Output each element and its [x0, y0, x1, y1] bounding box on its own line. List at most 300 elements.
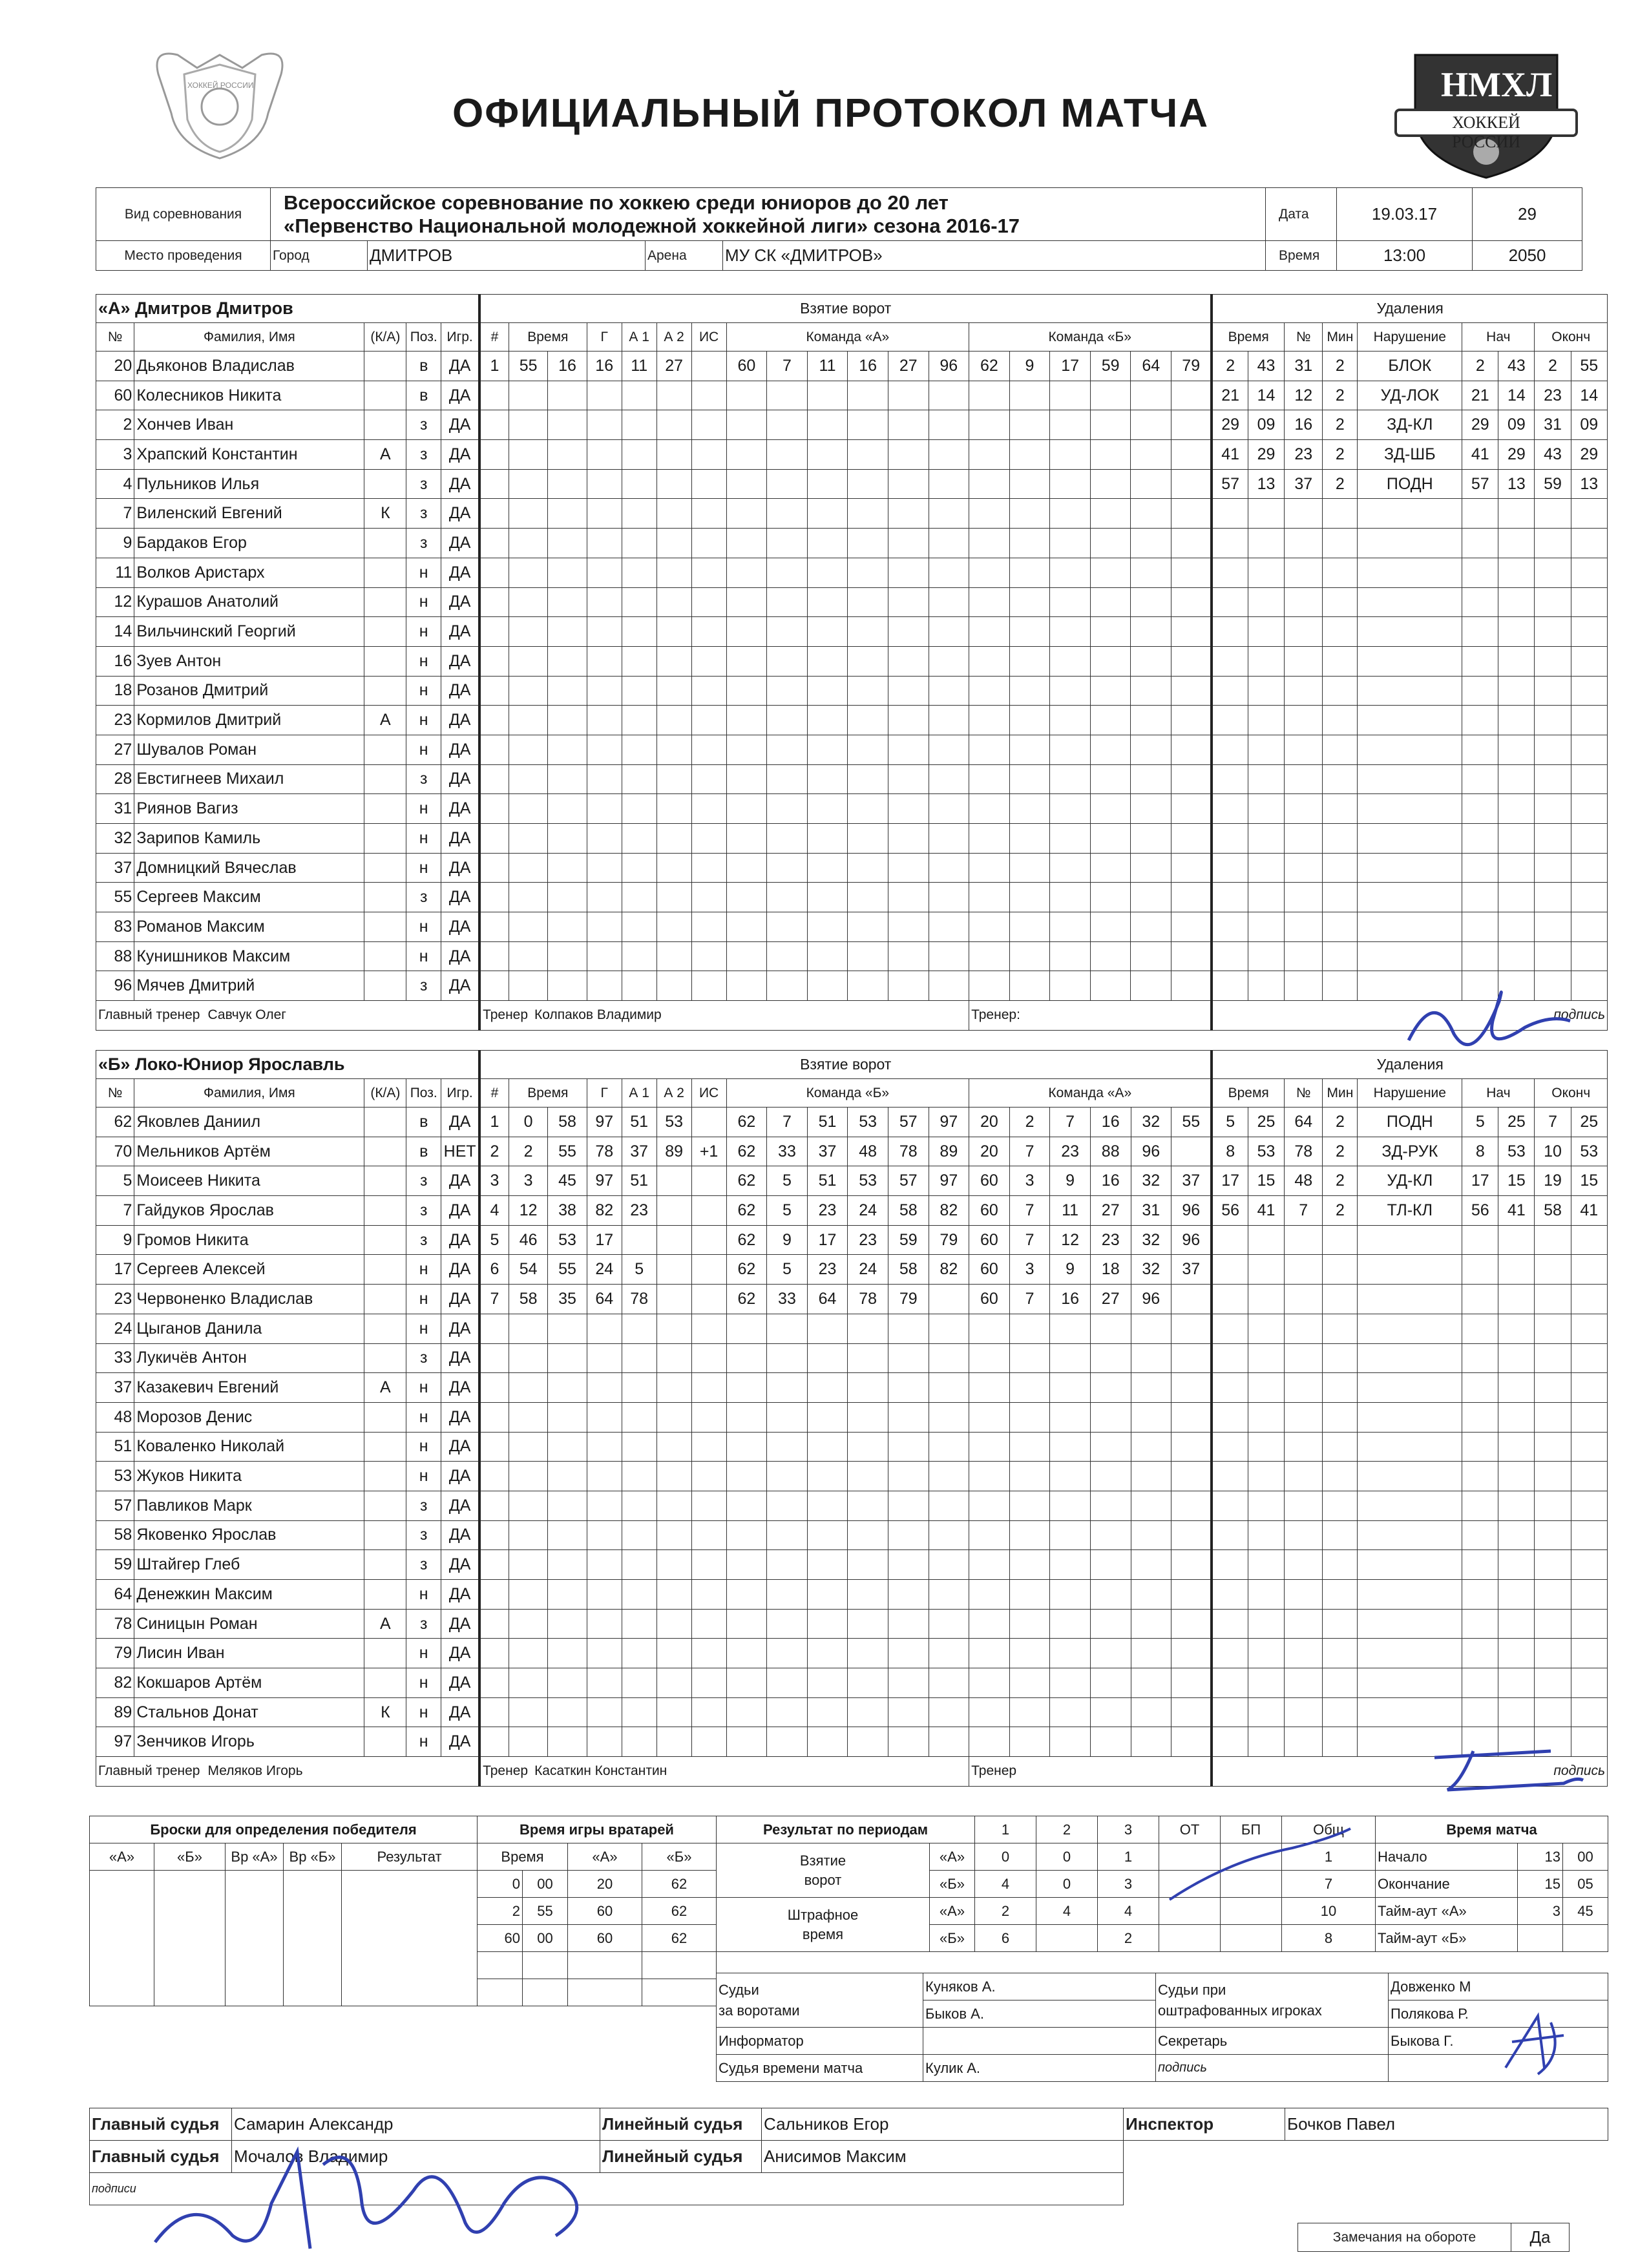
player-captain-mark	[364, 1639, 406, 1668]
goal-cell	[929, 794, 969, 824]
goal-cell	[587, 469, 622, 499]
penalty-cell	[1212, 1580, 1248, 1610]
competition-line1: Всероссийское соревнование по хоккею среди юниоров до 20 лет	[284, 191, 949, 214]
player-position: н	[406, 646, 441, 676]
player-played: ДА	[441, 440, 479, 470]
goal-cell	[1009, 1491, 1050, 1520]
goal-cell	[691, 1491, 726, 1520]
goal-cell	[726, 529, 767, 558]
player-played: ДА	[441, 1550, 479, 1580]
penalty-cell	[1535, 1639, 1571, 1668]
penalty-cell	[1248, 1639, 1284, 1668]
penalty-cell: 8	[1462, 1137, 1498, 1166]
goal-cell	[929, 1491, 969, 1520]
penalty-cell	[1535, 824, 1571, 854]
player-name: Бардаков Егор	[134, 529, 364, 558]
goal-cell	[767, 617, 808, 647]
goal-cell: 59	[888, 1225, 929, 1255]
goal-cell: 97	[587, 1108, 622, 1137]
arena-label: Арена	[646, 241, 723, 271]
city-label: Город	[271, 241, 368, 271]
goal-cell	[656, 1285, 691, 1314]
goal-cell	[1090, 1727, 1131, 1757]
emblem-caption: ХОККЕЙ РОССИИ	[187, 81, 254, 90]
player-row	[96, 971, 1608, 1001]
penalty-cell	[1571, 1255, 1607, 1285]
player-row	[96, 499, 1608, 529]
goal-cell	[691, 1727, 726, 1757]
goalie-col-team-b: «Б»	[642, 1843, 717, 1871]
goal-cell	[767, 883, 808, 912]
player-row	[96, 853, 1608, 883]
goal-cell	[726, 1520, 767, 1550]
goal-cell	[848, 381, 888, 410]
col-number: №	[96, 323, 134, 352]
player-captain-mark	[364, 941, 406, 971]
goal-cell	[848, 440, 888, 470]
goal-cell	[1009, 1580, 1050, 1610]
coach-cell	[479, 1001, 969, 1031]
penalty-cell	[1212, 912, 1248, 942]
goal-cell	[888, 617, 929, 647]
col-assist2: А 2	[656, 323, 691, 352]
player-name: Сергеев Алексей	[134, 1255, 364, 1285]
player-position: н	[406, 1373, 441, 1403]
goal-cell	[969, 1314, 1010, 1343]
goal-cell	[929, 971, 969, 1001]
goal-cell	[656, 410, 691, 440]
player-played: ДА	[441, 381, 479, 410]
goal-cell	[807, 646, 848, 676]
penalty-cell	[1498, 1225, 1535, 1255]
player-number: 12	[96, 587, 134, 617]
goal-cell	[726, 499, 767, 529]
goal-cell	[969, 853, 1010, 883]
team-title: «А» Дмитров Дмитров	[96, 295, 480, 323]
goal-cell	[848, 1432, 888, 1462]
goal-cell	[548, 1491, 587, 1520]
goal-cell	[848, 941, 888, 971]
player-row	[96, 617, 1608, 647]
goal-cell	[509, 1609, 547, 1639]
player-row	[96, 587, 1608, 617]
goal-cell	[1050, 558, 1091, 587]
penalty-cell: 56	[1462, 1196, 1498, 1226]
goal-cell	[807, 1639, 848, 1668]
goal-cell: 58	[888, 1196, 929, 1226]
penalty-cell	[1285, 1550, 1323, 1580]
player-number: 7	[96, 499, 134, 529]
goal-cell	[929, 381, 969, 410]
penalty-cell	[1462, 1225, 1498, 1255]
player-played: ДА	[441, 1225, 479, 1255]
goal-cell	[726, 706, 767, 735]
player-number: 96	[96, 971, 134, 1001]
goal-cell	[1090, 1314, 1131, 1343]
penalty-cell	[1212, 1668, 1248, 1698]
goal-cell	[509, 1402, 547, 1432]
goal-cell	[929, 824, 969, 854]
player-captain-mark: К	[364, 1697, 406, 1727]
goal-cell	[509, 381, 547, 410]
goal-cell	[848, 1462, 888, 1491]
goal-cell	[1171, 1343, 1212, 1373]
goal-cell	[509, 1373, 547, 1403]
shootout-col-header: Результат	[342, 1843, 478, 1871]
goal-cell: 57	[888, 1108, 929, 1137]
goal-cell: 57	[888, 1166, 929, 1196]
goal-cell: 78	[848, 1285, 888, 1314]
match-time-min: 13	[1518, 1843, 1563, 1871]
penalty-cell	[1571, 587, 1607, 617]
penalty-cell	[1535, 706, 1571, 735]
penalty-cell	[1248, 1520, 1284, 1550]
goal-cell	[1050, 617, 1091, 647]
penalty-cell: 14	[1248, 381, 1284, 410]
goal-cell: 17	[587, 1225, 622, 1255]
penalty-cell	[1571, 499, 1607, 529]
penalty-cell	[1323, 1727, 1358, 1757]
goal-cell	[622, 883, 656, 912]
player-position: з	[406, 469, 441, 499]
player-name: Курашов Анатолий	[134, 587, 364, 617]
goal-cell	[622, 529, 656, 558]
player-name: Сергеев Максим	[134, 883, 364, 912]
timekeeper-label: Судья времени матча	[717, 2055, 923, 2082]
penalty-cell	[1285, 1314, 1323, 1343]
player-name: Риянов Вагиз	[134, 794, 364, 824]
player-position: з	[406, 410, 441, 440]
goal-cell	[587, 1520, 622, 1550]
goal-cell	[587, 1432, 622, 1462]
penalty-cell	[1535, 1432, 1571, 1462]
goal-cell: 23	[848, 1225, 888, 1255]
goal-cell	[888, 764, 929, 794]
goal-cell	[622, 410, 656, 440]
goal-cell	[691, 1462, 726, 1491]
goal-cell	[767, 676, 808, 706]
remarks-table	[1297, 2223, 1570, 2252]
penalty-cell: 2	[1323, 1166, 1358, 1196]
goal-cell: 55	[548, 1255, 587, 1285]
head-coach-name: Савчук Олег	[207, 1007, 286, 1023]
player-row	[96, 410, 1608, 440]
goal-cell	[587, 853, 622, 883]
player-row	[96, 912, 1608, 942]
player-name: Яковлев Даниил	[134, 1108, 364, 1137]
goal-cell	[848, 1697, 888, 1727]
penalty-cell	[1462, 853, 1498, 883]
goal-cell: 62	[726, 1255, 767, 1285]
penalty-cell	[1323, 1373, 1358, 1403]
period-value: 8	[1282, 1925, 1376, 1952]
goal-cell	[479, 706, 509, 735]
goal-cell: 55	[509, 352, 547, 381]
penalty-cell: 31	[1285, 352, 1323, 381]
goal-cell	[1050, 706, 1091, 735]
goal-cell	[1131, 1314, 1171, 1343]
penalty-cell	[1212, 646, 1248, 676]
player-played: ДА	[441, 676, 479, 706]
goal-cell	[1050, 1550, 1091, 1580]
competition-line2: «Первенство Национальной молодежной хоккейной лиги» сезона 2016-17	[284, 214, 1020, 237]
penalty-judge-1: Довженко М	[1389, 1973, 1608, 2000]
goal-cell	[1090, 971, 1131, 1001]
goal-cell	[509, 1550, 547, 1580]
goal-cell: 96	[1171, 1196, 1212, 1226]
goal-cell	[767, 529, 808, 558]
col-assist1: А 1	[622, 1079, 656, 1108]
goal-cell	[1171, 853, 1212, 883]
goal-cell	[691, 1697, 726, 1727]
goal-cell	[622, 1373, 656, 1403]
goal-cell	[888, 558, 929, 587]
player-played: ДА	[441, 469, 479, 499]
goal-cell	[587, 1491, 622, 1520]
goal-cell: 18	[1090, 1255, 1131, 1285]
goal-cell	[587, 1668, 622, 1698]
goal-cell	[691, 587, 726, 617]
goal-cell	[479, 794, 509, 824]
player-position: з	[406, 1166, 441, 1196]
goal-cell	[656, 1432, 691, 1462]
game-number-value: 29	[1518, 204, 1537, 224]
goal-cell	[587, 381, 622, 410]
goal-cell	[1009, 1520, 1050, 1550]
goal-cell: 37	[807, 1137, 848, 1166]
goal-cell	[726, 764, 767, 794]
goal-cell	[1050, 499, 1091, 529]
goal-cell	[1009, 735, 1050, 764]
goal-cell	[691, 912, 726, 942]
goal-cell	[587, 706, 622, 735]
player-captain-mark	[364, 1196, 406, 1226]
goal-cell	[848, 1580, 888, 1610]
player-number: 5	[96, 1166, 134, 1196]
goal-cell	[969, 735, 1010, 764]
player-played: ДА	[441, 883, 479, 912]
player-captain-mark	[364, 1225, 406, 1255]
goal-cell	[1009, 971, 1050, 1001]
goal-cell	[807, 1343, 848, 1373]
player-position: з	[406, 1550, 441, 1580]
goal-cell	[656, 1225, 691, 1255]
col-number: №	[96, 1079, 134, 1108]
linesman-1: Сальников Егор	[762, 2108, 1124, 2141]
penalty-cell	[1498, 1432, 1535, 1462]
penalty-cell	[1248, 912, 1284, 942]
goal-cell	[969, 824, 1010, 854]
goal-cell	[888, 646, 929, 676]
goal-cell	[888, 1491, 929, 1520]
player-played: ДА	[441, 1491, 479, 1520]
col-goal-number: #	[479, 1079, 509, 1108]
period-results-title: Результат по периодам	[717, 1816, 975, 1843]
goal-cell	[587, 646, 622, 676]
penalty-cell: 2	[1535, 352, 1571, 381]
penalty-cell	[1462, 883, 1498, 912]
penalty-cell	[1571, 1550, 1607, 1580]
goal-cell	[1090, 1697, 1131, 1727]
goal-cell	[1131, 1609, 1171, 1639]
player-position: н	[406, 853, 441, 883]
penalty-cell	[1498, 1314, 1535, 1343]
penalty-cell	[1212, 558, 1248, 587]
goal-cell	[587, 971, 622, 1001]
goal-cell	[656, 1166, 691, 1196]
goal-cell	[929, 735, 969, 764]
goal-cell	[726, 1580, 767, 1610]
penalty-cell	[1462, 1285, 1498, 1314]
goal-cell	[726, 853, 767, 883]
player-name: Червоненко Владислав	[134, 1285, 364, 1314]
goal-cell	[848, 529, 888, 558]
penalty-cell: 2	[1323, 410, 1358, 440]
goal-cell	[1009, 617, 1050, 647]
goal-cell	[969, 1373, 1010, 1403]
player-captain-mark	[364, 735, 406, 764]
shootout-title: Броски для определения победителя	[90, 1816, 478, 1843]
goal-cell	[1171, 1432, 1212, 1462]
officials-table	[89, 2108, 1608, 2205]
penalty-cell	[1535, 1727, 1571, 1757]
penalty-cell	[1212, 1550, 1248, 1580]
goal-cell	[509, 440, 547, 470]
goalie-time-title: Время игры вратарей	[478, 1816, 717, 1843]
goal-cell	[848, 794, 888, 824]
player-position: з	[406, 883, 441, 912]
goal-cell	[622, 1462, 656, 1491]
goal-cell	[656, 735, 691, 764]
player-captain-mark	[364, 1462, 406, 1491]
col-position: Поз.	[406, 1079, 441, 1108]
goal-judges-label-line2: за воротами	[719, 2002, 800, 2019]
goal-cell	[807, 410, 848, 440]
goal-cell	[807, 440, 848, 470]
goal-cell	[726, 735, 767, 764]
penalty-cell	[1323, 1402, 1358, 1432]
goal-cell	[479, 1727, 509, 1757]
goal-cell	[848, 410, 888, 440]
goal-cell	[767, 499, 808, 529]
goal-cell	[548, 676, 587, 706]
player-row	[96, 676, 1608, 706]
goal-cell	[807, 706, 848, 735]
goal-cell	[929, 1668, 969, 1698]
goal-cell	[767, 912, 808, 942]
penalty-cell	[1248, 853, 1284, 883]
goal-cell	[969, 469, 1010, 499]
goal-judge-2: Быков А.	[923, 2000, 1156, 2028]
penalty-cell	[1571, 1462, 1607, 1491]
goal-cell	[1050, 646, 1091, 676]
goal-cell	[622, 912, 656, 942]
penalty-cell	[1535, 971, 1571, 1001]
goal-cell	[509, 1462, 547, 1491]
goal-cell	[929, 941, 969, 971]
player-name: Лисин Иван	[134, 1639, 364, 1668]
goal-cell: 97	[587, 1166, 622, 1196]
goal-cell	[848, 676, 888, 706]
penalty-cell	[1498, 558, 1535, 587]
goal-cell	[807, 1462, 848, 1491]
goal-cell: 7	[1009, 1285, 1050, 1314]
goal-cell	[1050, 853, 1091, 883]
goal-cell	[888, 1697, 929, 1727]
player-name: Павликов Марк	[134, 1491, 364, 1520]
goal-cell	[691, 529, 726, 558]
city-value: ДМИТРОВ	[368, 241, 646, 271]
goal-cell	[1009, 1550, 1050, 1580]
penalty-cell	[1535, 1314, 1571, 1343]
goal-cell: 60	[969, 1225, 1010, 1255]
goal-cell: 3	[509, 1166, 547, 1196]
goal-cell	[848, 499, 888, 529]
goal-cell	[479, 587, 509, 617]
penalty-cell	[1571, 1343, 1607, 1373]
penalty-cell: УД-ЛОК	[1358, 381, 1462, 410]
penalty-cell	[1285, 706, 1323, 735]
secretary-label: Секретарь	[1156, 2028, 1389, 2055]
penalty-cell	[1358, 853, 1462, 883]
goal-cell	[509, 1639, 547, 1668]
goal-cell	[622, 735, 656, 764]
goal-judges-label-line1: Судьи	[719, 1981, 759, 1998]
goal-cell	[848, 1609, 888, 1639]
penalty-cell	[1498, 1668, 1535, 1698]
goal-cell	[1131, 1668, 1171, 1698]
goal-cell	[479, 853, 509, 883]
player-played: ДА	[441, 587, 479, 617]
goal-cell: 5	[767, 1255, 808, 1285]
player-position: з	[406, 1343, 441, 1373]
period-value	[1159, 1898, 1221, 1925]
goal-cell	[1131, 499, 1171, 529]
player-captain-mark	[364, 587, 406, 617]
goal-cell	[656, 1373, 691, 1403]
goal-cell: 16	[1090, 1108, 1131, 1137]
goal-cell	[691, 440, 726, 470]
coach-label: Тренер	[483, 1007, 529, 1023]
player-name: Розанов Дмитрий	[134, 676, 364, 706]
penalty-cell	[1571, 764, 1607, 794]
goal-cell	[1009, 1609, 1050, 1639]
goal-cell	[767, 1697, 808, 1727]
period-col-header: 2	[1036, 1816, 1098, 1843]
goal-cell: 60	[969, 1196, 1010, 1226]
goal-cell: 1	[479, 352, 509, 381]
goal-cell: 62	[726, 1285, 767, 1314]
penalty-cell	[1498, 1343, 1535, 1373]
goal-cell	[726, 883, 767, 912]
penalty-cell	[1358, 558, 1462, 587]
goal-cell	[509, 558, 547, 587]
goal-cell	[726, 1697, 767, 1727]
goal-cell: 55	[548, 1137, 587, 1166]
penalty-cell	[1285, 971, 1323, 1001]
goal-cell	[1131, 1402, 1171, 1432]
goal-cell	[1050, 1727, 1091, 1757]
goal-cell	[479, 1609, 509, 1639]
penalty-cell	[1323, 529, 1358, 558]
period-value: 0	[1036, 1843, 1098, 1871]
player-captain-mark	[364, 1432, 406, 1462]
signature-label: подпись	[1156, 2055, 1389, 2082]
goal-cell	[767, 853, 808, 883]
penalty-cell	[1358, 1373, 1462, 1403]
player-position: н	[406, 1668, 441, 1698]
col-penalty-start: Нач	[1462, 1079, 1535, 1108]
